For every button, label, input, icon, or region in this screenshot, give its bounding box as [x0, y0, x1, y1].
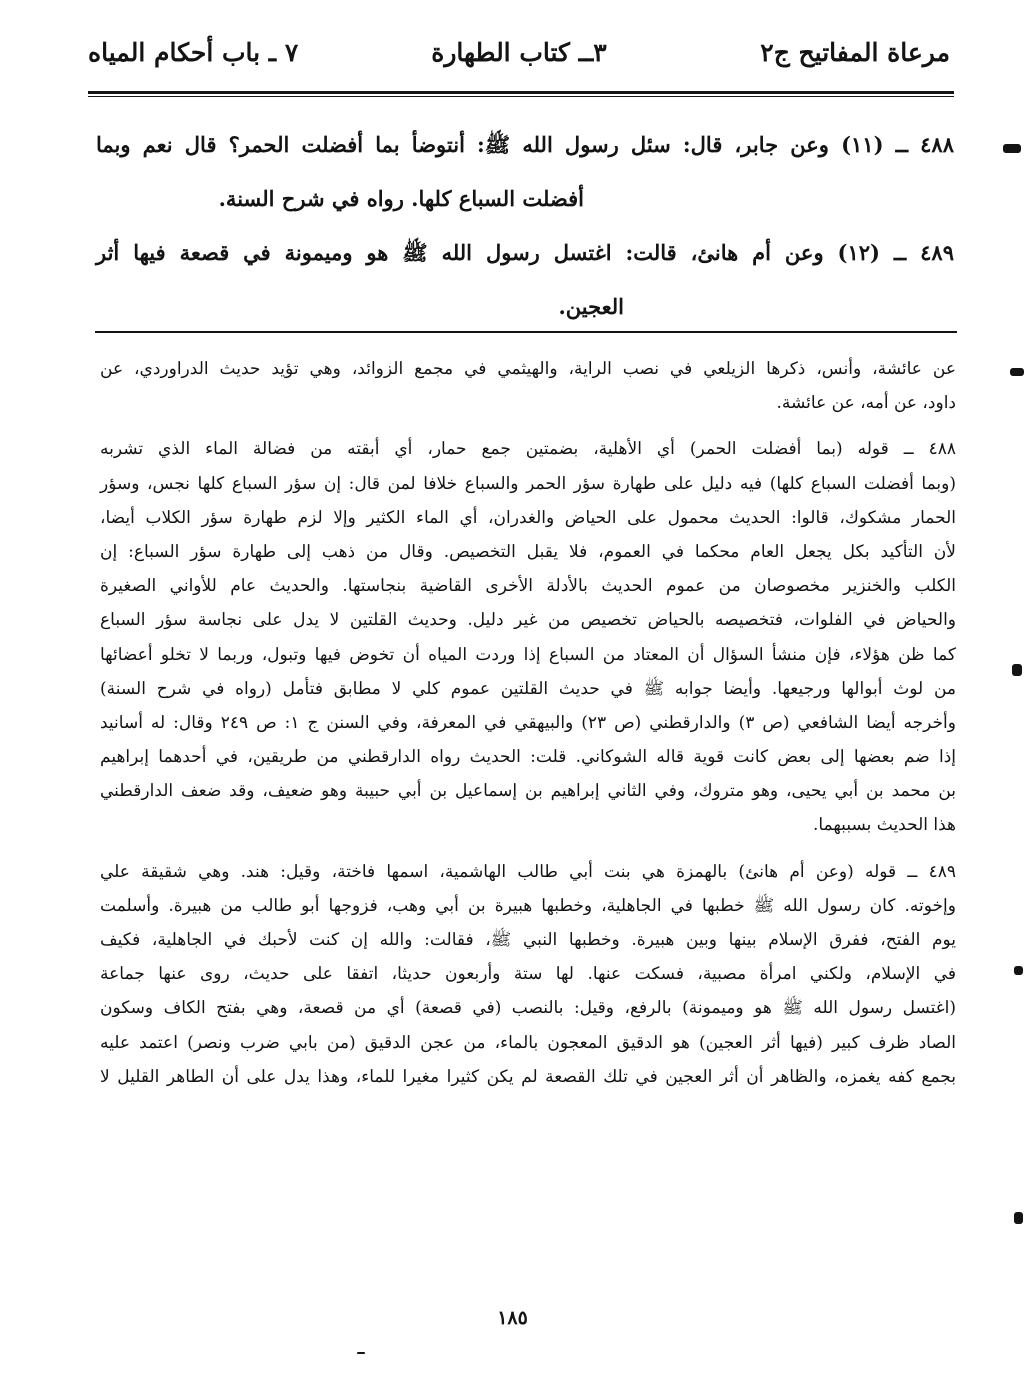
hadith-line: أفضلت السباع كلها. رواه في شرح السنة.: [218, 186, 584, 211]
commentary-line: ٤٨٩ ــ قوله (وعن أم هانئ) بالهمزة هي بنت أبي طالب الهاشمية، اسمها فاختة، وقيل: هند. وهي شقيقة علي: [100, 861, 956, 882]
scan-dot-mark: [357, 1352, 365, 1354]
commentary-line: الصاد ظرف كبير (فيها أثر العجين) هو الدقيق المعجون بالماء، من عجن الدقيق (من بابي ضرب ونصر) اعتمد عليه: [100, 1032, 956, 1053]
commentary-line: من لوث أبوالها ورجيعها. وأيضا جوابه ﷺ في حديث القلتين عموم كلي لا مطابق فتأمل (رواه في شرح السنة): [100, 678, 956, 699]
hadith-line: ٤٨٩ ــ (١٢) وعن أم هانئ، قالت: اغتسل رسول الله ﷺ هو وميمونة في قصعة فيها أثر: [96, 240, 954, 265]
scan-margin-mark: [1003, 144, 1021, 153]
commentary-line: يوم الفتح، ففرق الإسلام بينها وبين هبيرة. وخطبها النبي ﷺ، فقالت: والله إن كنت لأحبك في الجاهلية، فكيف: [100, 930, 956, 950]
commentary-line: (اغتسل رسول الله ﷺ هو وميمونة) بالرفع، وقيل: بالنصب (في قصعة) أي من قصعة، وهي بفتح الكاف وسكون: [100, 998, 956, 1019]
scan-margin-mark: [1014, 1212, 1023, 1224]
scan-margin-mark: [1014, 966, 1023, 975]
paragraph-gap: [100, 420, 956, 432]
paragraph-gap: [100, 843, 956, 855]
commentary-line: (وبما أفضلت السباع كلها) فيه دليل على طهارة سؤر الحمر والسباع خلافا لمن قال: إن سؤر السباع كلها نجس، وسؤر: [100, 473, 956, 494]
commentary-line: الكلب والخنزير مخصوصان من عموم الحديث بالأدلة الأخرى القاضية بنجاستها. والحديث عام للأواني الصغيرة: [100, 576, 956, 597]
header-rule-thick: [88, 91, 954, 94]
commentary-line: عن عائشة، وأنس، ذكرها الزيلعي في نصب الراية، والهيثمي في مجمع الزوائد، وهي تؤيد حديث الدراوردي، عن: [100, 359, 956, 379]
commentary-line: لأن التأكيد بكل يجعل العام محكما في العموم، فلا يقبل التخصيص. وقال من ذهب إلى طهارة سؤر السباع: إن: [100, 541, 956, 562]
commentary-line: وأخرجه أيضا الشافعي (ص ٣) والدارقطني (ص ٢٣) والبيهقي في المعرفة، وفي السنن ج ١: ص ٢٤٩ وقال: له أسانيد: [100, 712, 956, 733]
commentary-line: ٤٨٨ ــ قوله (بما أفضلت الحمر) أي الأهلية، بضمتين جمع حمار، أي أبقته من فضالة الماء الذي تشربه: [100, 439, 956, 460]
commentary-line: كما ظن هؤلاء، فإن منشأ السؤال أن المعتاد من السباع إذا وردت المياه أن تخوض فيها وتبول، وربما لا تخلو أعضائها: [100, 644, 956, 665]
book-title: مرعاة المفاتيح ج٢: [760, 38, 950, 67]
commentary-line: في الإسلام، ولكني امرأة مصبية، فسكت عنها. لها ستة وأربعون حديثا، اتفقا على حديث، روى عنها جماعة: [100, 964, 956, 985]
section-divider: [95, 331, 957, 333]
scan-margin-mark: [1010, 368, 1024, 376]
commentary-line: وإخوته. كان رسول الله ﷺ خطبها في الجاهلية، وخطبها هبيرة بن أبي وهب، فزوجها أبو طالب من هبيرة. وأسلمت: [100, 895, 956, 916]
commentary-line: الحمار مشكوك، قالوا: الحديث محمول على الحياض والغدران، أي الماء الكثير وإلا لزم طهارة سؤر الكلاب أيضا،: [100, 507, 956, 528]
commentary-line: والحياض في الفلوات، فتخصيصه بالحياض تخصيص من غير دليل. وحديث القلتين لا يدل على نجاسة سؤر السباع: [100, 610, 956, 631]
running-header: [88, 38, 950, 90]
commentary-line: بجمع كفه يغمزه، والظاهر أن أثر العجين في تلك القصعة لم يكن كثيرا مغيرا للماء، وهذا يدل على أن الطاهر القليل لا: [100, 1066, 956, 1087]
hadith-line: العجين.: [558, 294, 624, 319]
commentary-line: إذا ضم بعضها إلى بعض كانت قوية قاله الشوكاني. قلت: الحديث رواه الدارقطني من طريقين، في أحدهما إبراهيم: [100, 747, 956, 768]
page-number: ١٨٥: [497, 1307, 528, 1329]
scan-margin-mark: [1012, 664, 1022, 676]
hadith-text-block: [96, 118, 954, 334]
commentary-line: داود، عن أمه، عن عائشة.: [776, 393, 956, 414]
header-rule-thin: [88, 96, 954, 97]
commentary-block: [100, 352, 956, 1094]
commentary-line: بن محمد بن أبي يحيى، وهو متروك، وفي الثاني إبراهيم بن إسماعيل بن أبي حبيبة وهو ضعيف، وقد ضعف الدارقطني: [100, 781, 956, 802]
kitab-title: ٣ــ كتاب الطهارة: [431, 38, 607, 67]
hadith-line: ٤٨٨ ــ (١١) وعن جابر، قال: سئل رسول الله ﷺ: أنتوضأ بما أفضلت الحمر؟ قال نعم وبما: [96, 132, 954, 157]
commentary-line: هذا الحديث بسببهما.: [812, 815, 956, 836]
bab-title: ٧ ـ باب أحكام المياه: [88, 38, 299, 67]
